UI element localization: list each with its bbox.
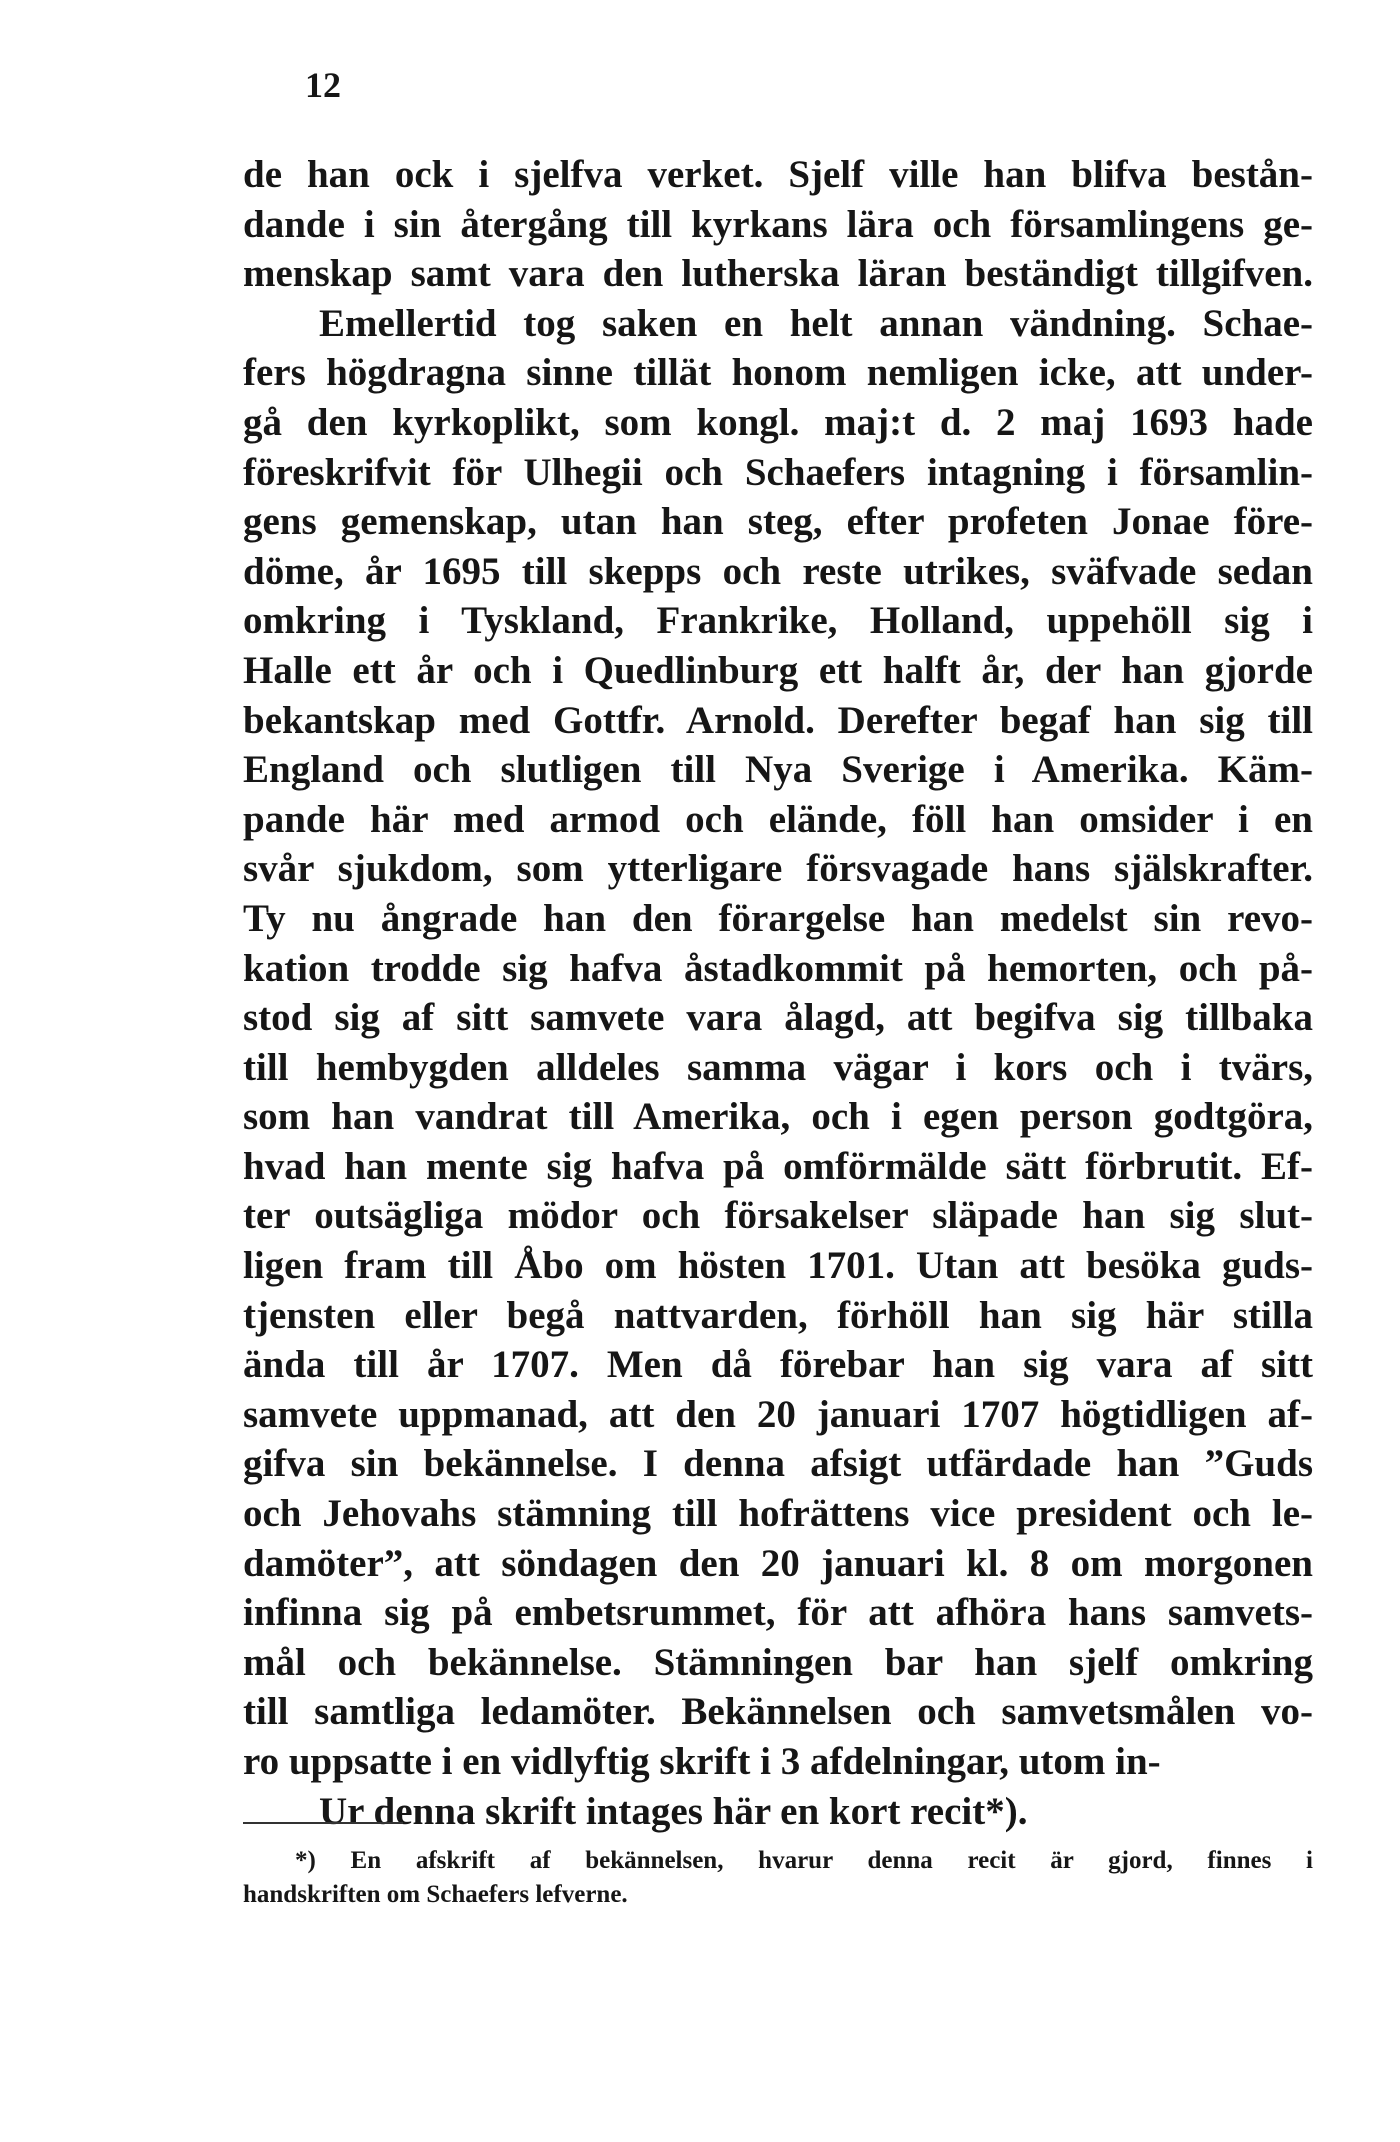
text-line: ligen fram till Åbo om hösten 1701. Utan att besöka guds- bbox=[243, 1244, 1313, 1288]
text-line: samvete uppmanad, att den 20 januari 1707 högtidligen af- bbox=[243, 1392, 1313, 1436]
text-line: ända till år 1707. Men då förebar han sig vara af sitt bbox=[243, 1343, 1313, 1387]
text-line: tjensten eller begå nattvarden, förhöll han sig här stilla bbox=[243, 1293, 1313, 1337]
text-line: som han vandrat till Amerika, och i egen person godtgöra, bbox=[243, 1095, 1313, 1139]
text-line: Emellertid tog saken en helt annan vändning. Schae- bbox=[319, 301, 1313, 345]
text-line: Ty nu ångrade han den förargelse han medelst sin revo- bbox=[243, 896, 1313, 940]
footnote-line: *) En afskrift af bekännelsen, hvarur denna recit är gjord, finnes i bbox=[295, 1847, 1313, 1874]
text-line: döme, år 1695 till skepps och reste utrikes, sväfvade sedan bbox=[243, 549, 1313, 593]
text-line: bekantskap med Gottfr. Arnold. Derefter begaf han sig till bbox=[243, 698, 1313, 742]
text-line: fers högdragna sinne tillät honom nemligen icke, att under- bbox=[243, 351, 1313, 395]
page-number: 12 bbox=[305, 65, 341, 105]
body-text bbox=[243, 150, 1313, 1836]
text-line: menskap samt vara den lutherska läran beständigt tillgifven. bbox=[243, 252, 1313, 296]
footnote-rule bbox=[243, 1822, 403, 1824]
text-line: ter outsägliga mödor och försakelser släpade han sig slut- bbox=[243, 1194, 1313, 1238]
text-line: England och slutligen till Nya Sverige i Amerika. Käm- bbox=[243, 748, 1313, 792]
text-line: omkring i Tyskland, Frankrike, Holland, uppehöll sig i bbox=[243, 599, 1313, 643]
text-line: Halle ett år och i Quedlinburg ett halft år, der han gjorde bbox=[243, 648, 1313, 692]
text-line: till samtliga ledamöter. Bekännelsen och samvetsmålen vo- bbox=[243, 1690, 1313, 1734]
text-line: damöter”, att söndagen den 20 januari kl. 8 om morgonen bbox=[243, 1541, 1313, 1585]
text-line: infinna sig på embetsrummet, för att afhöra hans samvets- bbox=[243, 1591, 1313, 1635]
text-line: mål och bekännelse. Stämningen bar han sjelf omkring bbox=[243, 1640, 1313, 1684]
text-line: och Jehovahs stämning till hofrättens vice president och le- bbox=[243, 1492, 1313, 1536]
footnote bbox=[243, 1844, 1313, 1912]
text-line: ro uppsatte i en vidlyftig skrift i 3 afdelningar, utom in- bbox=[243, 1740, 1161, 1783]
text-line: Ur denna skrift intages här en kort recit*). bbox=[319, 1789, 1028, 1833]
text-line: hvad han mente sig hafva på omförmälde sätt förbrutit. Ef- bbox=[243, 1144, 1313, 1188]
text-line: kation trodde sig hafva åstadkommit på hemorten, och på- bbox=[243, 946, 1313, 990]
text-line: dande i sin återgång till kyrkans lära och församlingens ge- bbox=[243, 202, 1313, 246]
text-line: de han ock i sjelfva verket. Sjelf ville han blifva bestån- bbox=[243, 153, 1313, 196]
footnote-line: handskriften om Schaefers lefverne. bbox=[243, 1881, 628, 1908]
text-line: föreskrifvit för Ulhegii och Schaefers intagning i församlin- bbox=[243, 450, 1313, 494]
text-line: svår sjukdom, som ytterligare försvagade hans själskrafter. bbox=[243, 847, 1313, 891]
text-line: till hembygden alldeles samma vägar i kors och i tvärs, bbox=[243, 1045, 1313, 1089]
text-line: gifva sin bekännelse. I denna afsigt utfärdade han ”Guds bbox=[243, 1442, 1313, 1486]
text-line: pande här med armod och elände, föll han omsider i en bbox=[243, 797, 1313, 841]
text-line: gå den kyrkoplikt, som kongl. maj:t d. 2 maj 1693 hade bbox=[243, 400, 1313, 444]
text-line: stod sig af sitt samvete vara ålagd, att begifva sig tillbaka bbox=[243, 996, 1313, 1040]
text-line: gens gemenskap, utan han steg, efter profeten Jonae före- bbox=[243, 500, 1313, 544]
